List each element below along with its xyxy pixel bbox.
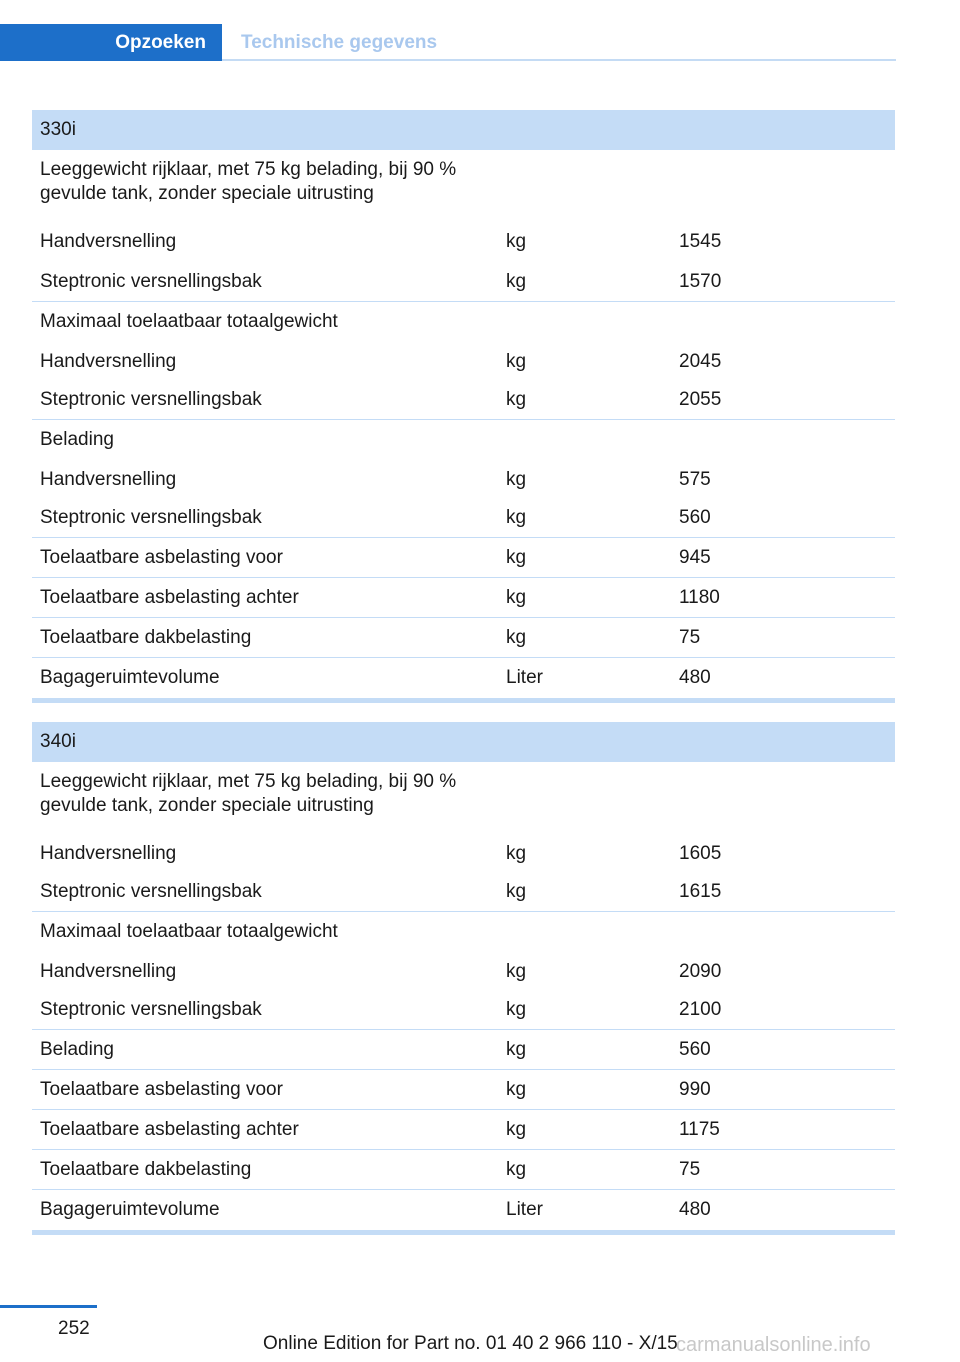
row-unit: Liter bbox=[506, 1199, 543, 1220]
table-row bbox=[32, 658, 895, 698]
row-unit: kg bbox=[506, 881, 527, 902]
row-label: Toelaatbare asbelasting achter bbox=[40, 586, 299, 608]
row-label: Leeggewicht rijklaar, met 75 kg belading, bij 90 % gevulde tank, zonder speciale uitrusting bbox=[40, 159, 457, 204]
row-unit: kg bbox=[506, 960, 527, 982]
table-row bbox=[32, 1190, 895, 1230]
table-bottom-rule bbox=[32, 1230, 895, 1235]
tab-opzoeken[interactable]: Opzoeken bbox=[0, 24, 222, 61]
row-label: Handversnelling bbox=[40, 842, 177, 864]
header-divider bbox=[222, 59, 896, 61]
row-label: Belading bbox=[40, 1038, 114, 1060]
row-unit: Liter bbox=[506, 667, 543, 688]
row-label: Toelaatbare asbelasting voor bbox=[40, 546, 283, 568]
table-row bbox=[32, 460, 895, 499]
row-label: Toelaatbare asbelasting achter bbox=[40, 1118, 299, 1140]
table-row bbox=[32, 420, 895, 460]
table-row bbox=[32, 342, 895, 381]
page-header bbox=[0, 24, 896, 62]
row-value: 1545 bbox=[679, 231, 722, 252]
row-label: Toelaatbare dakbelasting bbox=[40, 626, 252, 648]
table-row bbox=[32, 538, 895, 578]
row-value: 945 bbox=[679, 546, 711, 568]
row-label: Handversnelling bbox=[40, 468, 177, 490]
footer-accent-line bbox=[0, 1305, 97, 1308]
table-row bbox=[32, 302, 895, 342]
table-row bbox=[32, 834, 895, 873]
row-value: 1615 bbox=[679, 881, 722, 902]
row-unit: kg bbox=[506, 999, 527, 1020]
table-row bbox=[32, 150, 895, 222]
table-row bbox=[32, 1070, 895, 1110]
row-unit: kg bbox=[506, 1118, 527, 1140]
row-unit: kg bbox=[506, 586, 527, 608]
row-label: Steptronic versnellingsbak bbox=[40, 389, 262, 410]
edition-note: Online Edition for Part no. 01 40 2 966 110 - X/15 bbox=[263, 1333, 678, 1354]
table-row bbox=[32, 618, 895, 658]
row-label: Steptronic versnellingsbak bbox=[40, 999, 262, 1020]
row-value: 2090 bbox=[679, 960, 722, 982]
page-number: 252 bbox=[58, 1318, 90, 1339]
table-row bbox=[32, 952, 895, 991]
row-value: 990 bbox=[679, 1078, 711, 1100]
row-unit: kg bbox=[506, 842, 527, 864]
row-label: Toelaatbare dakbelasting bbox=[40, 1158, 252, 1180]
table-row bbox=[32, 1030, 895, 1070]
spec-table-340i bbox=[32, 722, 895, 1235]
row-value: 1605 bbox=[679, 842, 722, 864]
table-row bbox=[32, 578, 895, 618]
row-value: 75 bbox=[679, 626, 701, 648]
row-unit: kg bbox=[506, 1038, 527, 1060]
row-unit: kg bbox=[506, 350, 527, 372]
row-unit: kg bbox=[506, 231, 527, 252]
table-row bbox=[32, 991, 895, 1030]
table-row bbox=[32, 912, 895, 952]
row-value: 560 bbox=[679, 507, 711, 528]
row-value: 2100 bbox=[679, 999, 722, 1020]
table-title: 340i bbox=[32, 722, 895, 762]
row-value: 75 bbox=[679, 1158, 701, 1180]
row-value: 1570 bbox=[679, 270, 722, 292]
table-row bbox=[32, 762, 895, 834]
row-unit: kg bbox=[506, 1158, 527, 1180]
row-label: Steptronic versnellingsbak bbox=[40, 507, 262, 528]
row-value: 2045 bbox=[679, 350, 722, 372]
row-label: Belading bbox=[40, 429, 114, 450]
row-label: Maximaal toelaatbaar totaalgewicht bbox=[40, 921, 338, 942]
table-row bbox=[32, 222, 895, 262]
row-unit: kg bbox=[506, 270, 527, 292]
row-label: Steptronic versnellingsbak bbox=[40, 881, 262, 902]
table-row bbox=[32, 1110, 895, 1150]
table-row bbox=[32, 381, 895, 420]
table-title: 330i bbox=[32, 110, 895, 150]
row-unit: kg bbox=[506, 546, 527, 568]
tab-technische-gegevens[interactable]: Technische gegevens bbox=[241, 31, 438, 53]
row-value: 1175 bbox=[679, 1118, 720, 1140]
row-value: 480 bbox=[679, 667, 711, 688]
row-label: Bagageruimtevolume bbox=[40, 1199, 220, 1220]
row-label: Handversnelling bbox=[40, 350, 177, 372]
spec-table-330i bbox=[32, 110, 895, 703]
table-row bbox=[32, 873, 895, 912]
row-unit: kg bbox=[506, 507, 527, 528]
row-value: 575 bbox=[679, 468, 711, 490]
row-unit: kg bbox=[506, 389, 527, 410]
table-row bbox=[32, 499, 895, 538]
table-row bbox=[32, 1150, 895, 1190]
row-value: 2055 bbox=[679, 389, 722, 410]
row-label: Leeggewicht rijklaar, met 75 kg belading, bij 90 % gevulde tank, zonder speciale uitrusting bbox=[40, 771, 457, 816]
row-label: Steptronic versnellingsbak bbox=[40, 270, 262, 292]
row-label: Bagageruimtevolume bbox=[40, 667, 220, 688]
row-label: Handversnelling bbox=[40, 231, 177, 252]
row-unit: kg bbox=[506, 468, 527, 490]
row-label: Handversnelling bbox=[40, 960, 177, 982]
row-label: Maximaal toelaatbaar totaalgewicht bbox=[40, 311, 338, 332]
row-value: 560 bbox=[679, 1038, 711, 1060]
row-unit: kg bbox=[506, 1078, 527, 1100]
row-value: 1180 bbox=[679, 586, 720, 608]
watermark: carmanualsonline.info bbox=[676, 1334, 871, 1356]
table-bottom-rule bbox=[32, 698, 895, 703]
row-value: 480 bbox=[679, 1199, 711, 1220]
row-label: Toelaatbare asbelasting voor bbox=[40, 1078, 283, 1100]
row-unit: kg bbox=[506, 626, 527, 648]
table-row bbox=[32, 262, 895, 302]
